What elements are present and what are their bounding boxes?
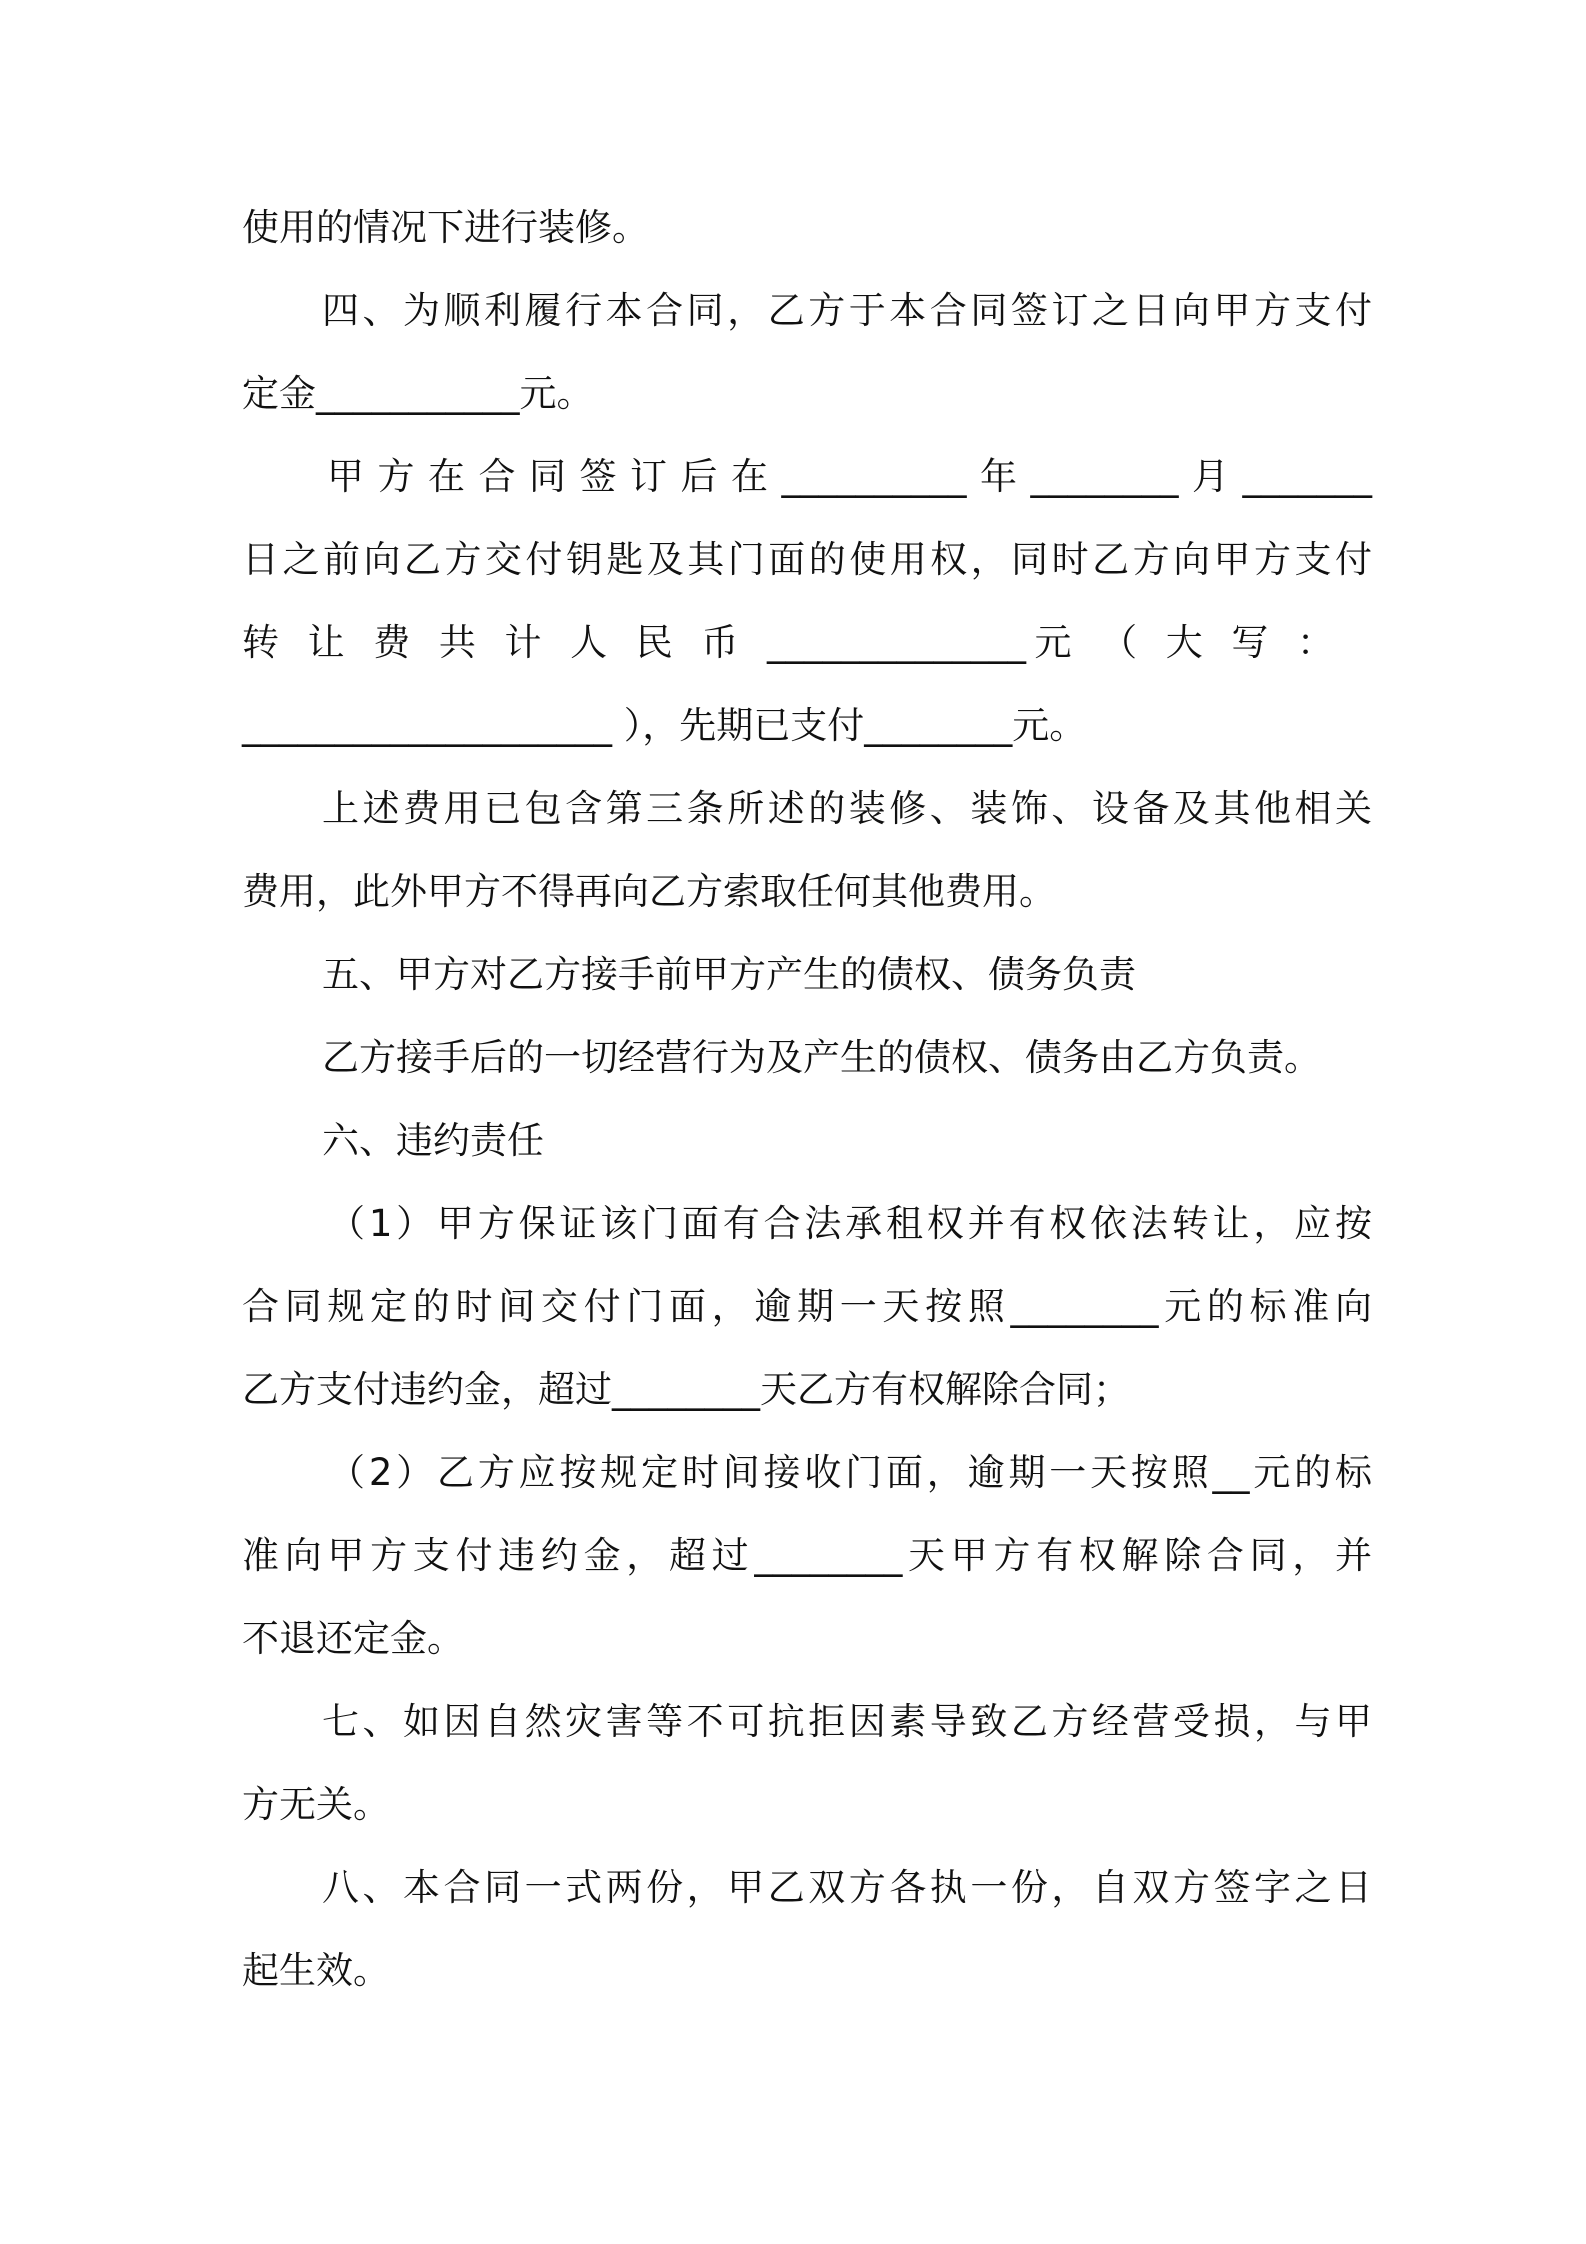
text-line-21: 八、本合同一式两份，甲乙双方各执一份，自双方签字之日 [322, 1866, 1372, 1909]
text-line-20: 方无关。 [242, 1783, 390, 1826]
text-line-2: 四、为顺利履行本合同，乙方于本合同签订之日向甲方支付 [322, 289, 1372, 332]
text-line-14: 合同规定的时间交付门面，逾期一天按照________元的标准向 [242, 1285, 1372, 1328]
text-line-8: 上述费用已包含第三条所述的装修、装饰、设备及其他相关 [322, 787, 1372, 830]
text-line-12: 六、违约责任 [322, 1119, 544, 1162]
text-line-1: 使用的情况下进行装修。 [242, 206, 649, 249]
text-line-9: 费用，此外甲方不得再向乙方索取任何其他费用。 [242, 870, 1056, 913]
text-line-15: 乙方支付违约金，超过________天乙方有权解除合同； [242, 1368, 1130, 1411]
text-line-10: 五、甲方对乙方接手前甲方产生的债权、债务负责 [322, 953, 1136, 996]
text-line-5: 日之前向乙方交付钥匙及其门面的使用权，同时乙方向甲方支付 [242, 538, 1372, 581]
text-line-16: （2）乙方应按规定时间接收门面，逾期一天按照__元的标 [328, 1451, 1372, 1494]
text-line-18: 不退还定金。 [242, 1617, 464, 1660]
text-line-11: 乙方接手后的一切经营行为及产生的债权、债务由乙方负责。 [322, 1036, 1321, 1079]
text-line-6: 转 让 费 共 计 人 民 币 ______________元 （ 大 写 ： [242, 621, 1334, 664]
text-line-19: 七、如因自然灾害等不可抗拒因素导致乙方经营受损，与甲 [322, 1700, 1372, 1743]
text-line-22: 起生效。 [242, 1949, 390, 1992]
text-line-4: 甲方在合同签订后在__________年________月_______ [327, 455, 1372, 498]
text-line-7: ____________________ ），先期已支付________元。 [242, 704, 1087, 747]
text-line-13: （1）甲方保证该门面有合法承租权并有权依法转让，应按 [328, 1202, 1372, 1245]
text-line-17: 准向甲方支付违约金，超过________天甲方有权解除合同，并 [242, 1534, 1372, 1577]
text-line-3: 定金___________元。 [242, 372, 594, 415]
